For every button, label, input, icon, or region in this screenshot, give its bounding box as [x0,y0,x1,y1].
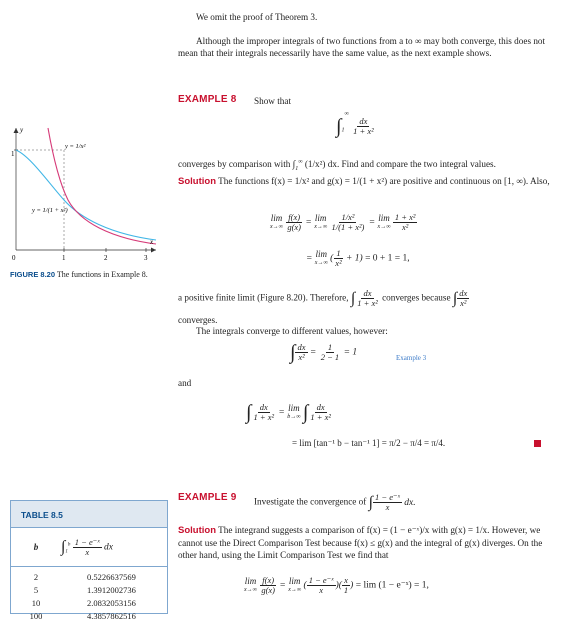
find-text: (1/x²) dx. Find and compare the two integral values. [304,159,496,170]
tick-label-3: 3 [144,254,148,262]
figure-caption-text: The functions in Example 8. [56,270,148,279]
table-cell-b: 10 [31,598,41,608]
limit-equation-9: lim x→∞ $\frac{f(x)}{g(x)}$ = lim x→∞ ( $\frac{\text{1 − e⁻ˣ}}{x}$ )( $\frac{x}{1}$ ) = lim (1 − e⁻ˣ) = 1, [244,575,429,595]
and-text: and [178,378,192,388]
curve-g [16,150,156,240]
y-axis-label: y [20,126,24,134]
tick-label-1: 1 [62,254,66,262]
integral-display-2: ∫ $\frac{dx}{\text{x²}}$ = $\frac{1}{2 - 1}$ = 1 [290,341,358,364]
solution-8-label: Solution [178,176,216,187]
table-cell-value: 4.3857862516 [87,611,136,621]
tick-label-2: 2 [104,254,108,262]
solution-9 [178,524,562,561]
table-cell-value: 2.0832053156 [87,598,136,608]
limit-result: = 0 + 1 = 1, [365,253,410,264]
converges-because-text: converges because [382,292,451,303]
positive-limit-text: a positive finite limit (Figure 8.20). Therefore, [178,292,349,303]
table-cell-b: 100 [29,611,43,621]
table-body [11,567,167,623]
converges-text: converges by comparison with [178,159,291,170]
integral-display-3: ∫ $\frac{dx}{\text{1 + x²}}$ = lim b→∞ ∫ $\frac{dx}{\text{1 + x²}}$ [246,401,331,424]
limit-end-9: = lim (1 − e⁻ˣ) = 1, [355,580,429,591]
example-8-label: EXAMPLE 8 [178,94,237,105]
table-cell-value: 0.5226637569 [87,572,136,582]
curve-f-label: y = 1/x² [65,143,86,150]
converges-end: converges. [178,315,218,325]
x-axis-arrow [151,248,156,253]
y-axis-arrow [14,128,19,133]
limit-equation-2: = lim x→∞ ( $\frac{1}{\text{x²}}$ + 1) = 0 + 1 = 1, [306,248,410,268]
different-values: The integrals converge to different values, however: [196,326,388,336]
table-row [11,610,167,623]
example-3-ref: Example 3 [396,354,427,362]
intro-paragraph: Although the improper integrals of two functions from a to ∞ may both converge, this does not mean that their integrals necessarily have the same value, as the next example shows. [178,36,546,58]
example-8-prompt: Show that [254,96,292,106]
table-col-integral: $\int_1^b$ $\frac{\text{1 − e⁻ˣ}}{x}$ dx [61,536,114,557]
solution-9-text: The integrand suggests a comparison of f(x) = (1 − e⁻ˣ)/x with g(x) = 1/x. However, we cannot use the Direct Comparison Test because f(x) ≤ g(x) and the integral of g(x) diverges. On the other hand, using the Limit Comparison Test we find that [178,525,543,560]
limit-equation: lim x→∞ $\frac{f(x)}{g(x)}$ = lim x→∞ $\frac{\text{1/x²}}{\text{1/(1 + x²)}}$ = lim x→∞ $\frac{\text{1 + x²}}{\text{x²}}$ [270,212,416,232]
table-cell-b: 5 [33,585,39,595]
table-col-b: b [33,542,39,552]
table-cell-b: 2 [33,572,39,582]
intro-line: We omit the proof of Theorem 3. [196,12,318,22]
positive-limit-line: a positive finite limit (Figure 8.20). Therefore, ∫ $\frac{dx}{\text{1 + x²}}$ converges because ∫ $\frac{dx}{\text{x²}}$ [178,288,468,308]
example-9-prompt-text: Investigate the convergence of [254,496,367,507]
table-cell-value: 1.3912002736 [87,585,136,595]
example-9-label: EXAMPLE 9 [178,492,237,503]
table-row [11,584,167,597]
end-of-example-marker [534,440,541,447]
x-axis-label: x [150,238,154,246]
example-9-prompt: Investigate the convergence of ∫ $\frac{\text{1 − e⁻ˣ}}{x}$ dx. [254,492,416,512]
tick-label-0: 0 [12,254,16,262]
table-title: TABLE 8.5 [21,510,63,520]
solution-8-text: The functions f(x) = 1/x² and g(x) = 1/(1 + x²) are positive and continuous on [1, ∞). Also, [218,176,550,186]
table-header-row [11,528,167,567]
curve-g-label: y = 1/(1 + x²) [32,207,68,214]
table-row [11,597,167,610]
table-row [11,571,167,584]
solution-9-label: Solution [178,525,216,536]
converges-line: converges by comparison with $\int_1^\infty$ (1/x²) dx. Find and compare the two integral values. [178,159,496,173]
tick-label-y1: 1 [11,150,15,158]
table-8-5 [10,500,168,621]
figure-caption-label: FIGURE 8.20 [10,270,56,279]
figure-8-20-graph [10,122,160,262]
solution-8 [178,175,560,188]
integral-display-1: $\int_1^\infty$ $\frac{dx}{\text{1 + x²}}$ [336,110,374,138]
figure-caption [10,270,160,280]
tan-line: = lim [tan⁻¹ b − tan⁻¹ 1] = π/2 − π/4 = π/4. [292,438,446,448]
